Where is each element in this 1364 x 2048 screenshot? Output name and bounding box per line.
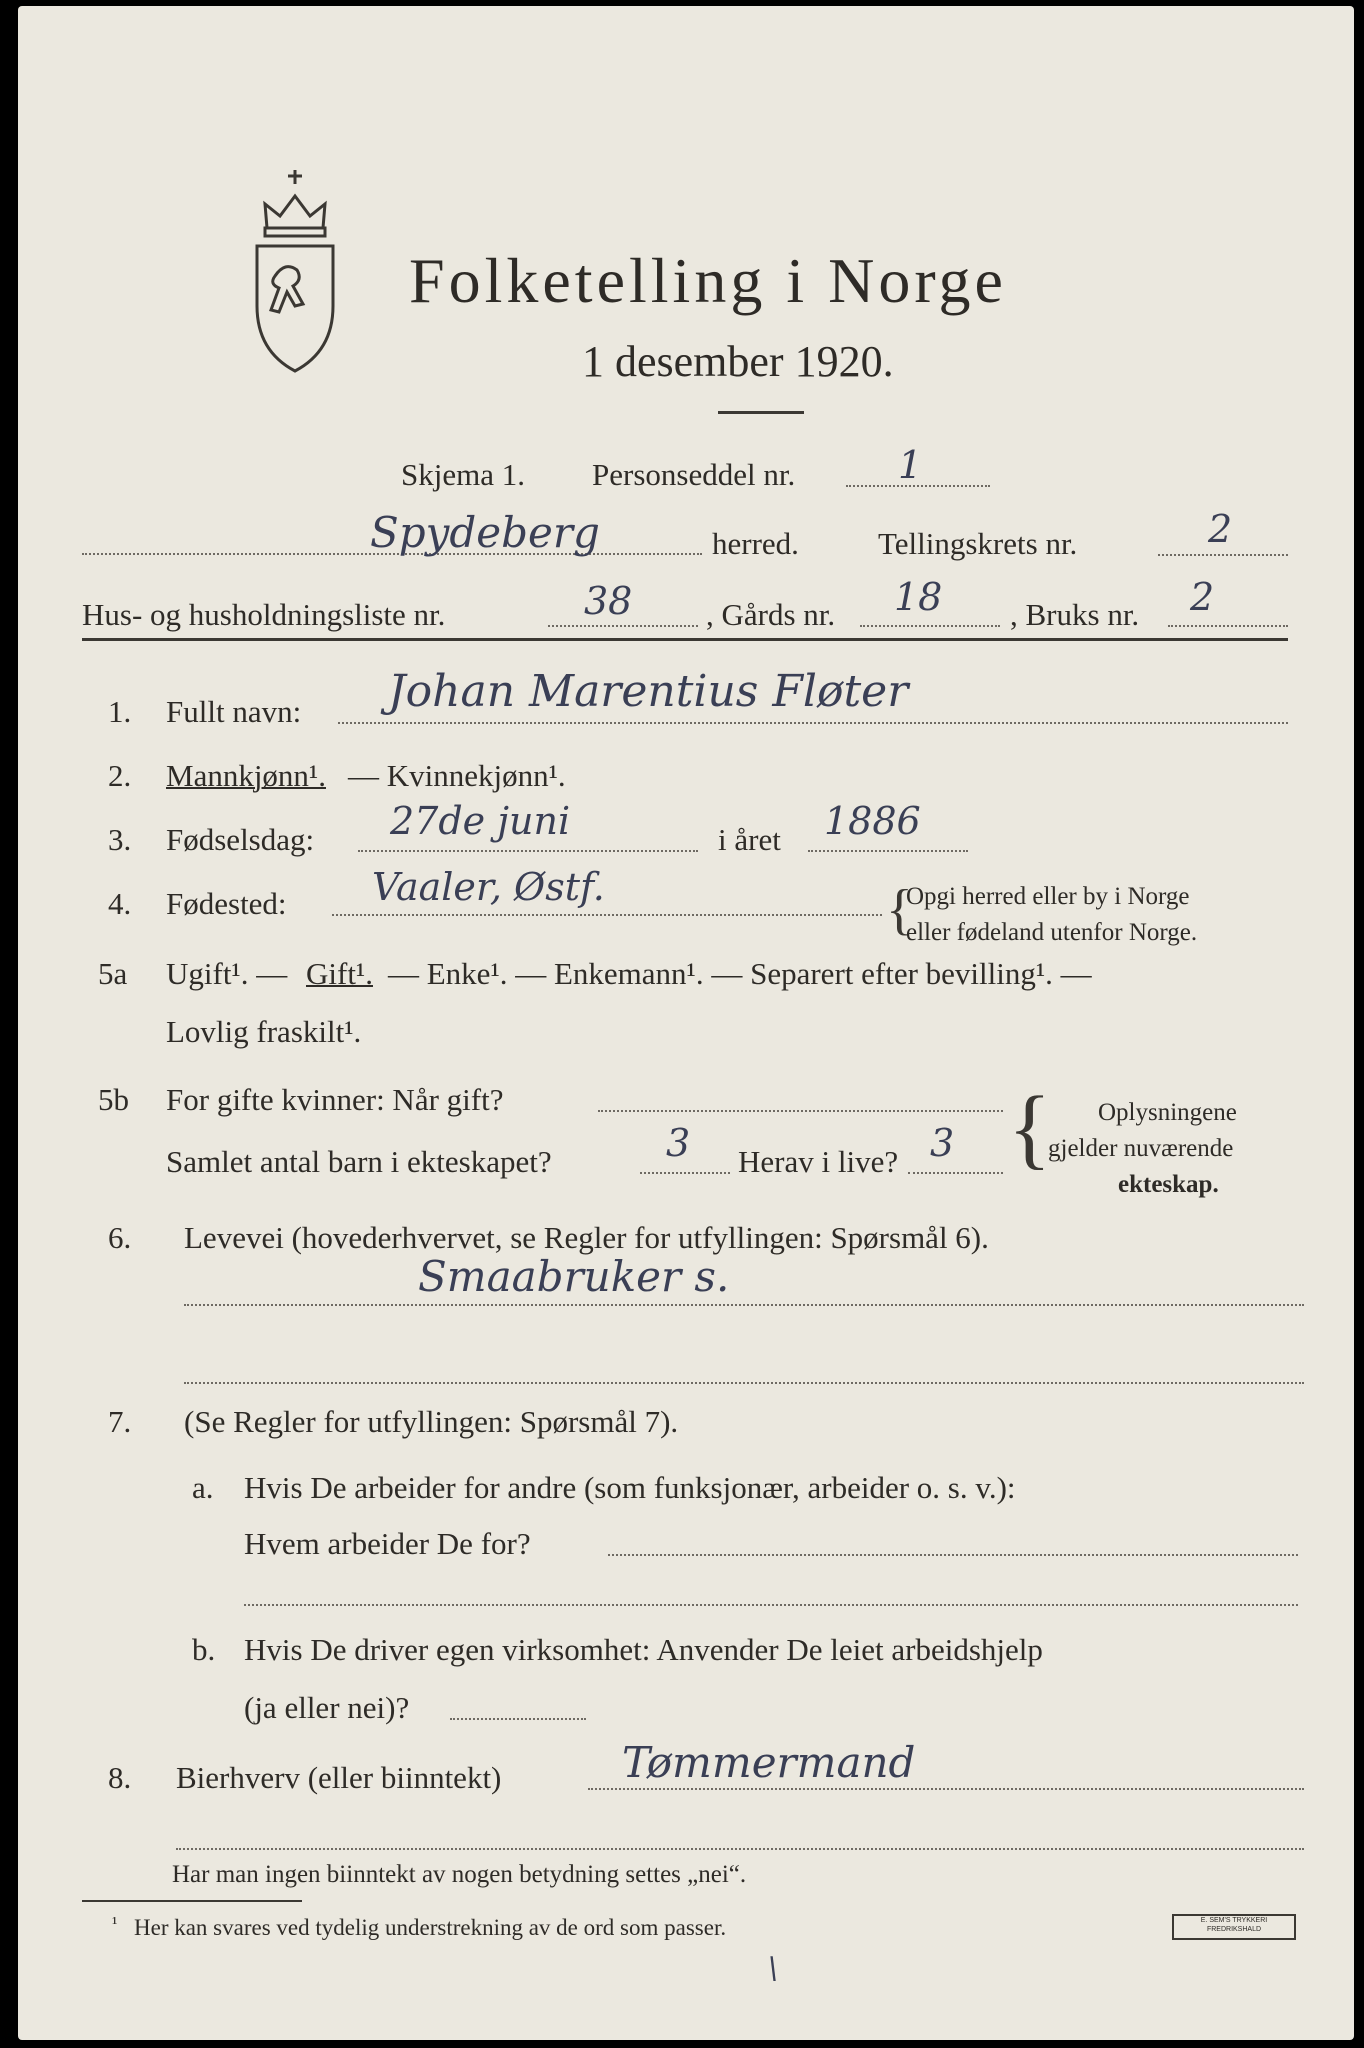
coat-of-arms-icon [245,166,345,376]
husliste-line [548,625,698,627]
husliste-label: Hus- og husholdningsliste nr. [82,597,446,632]
q8-line [588,1788,1304,1790]
title-divider [718,411,804,414]
q3-year-line [808,850,968,852]
q4-label: Fødested: [166,886,287,921]
tellingskrets-line [1158,554,1288,556]
footnote-mark: ¹ [112,1913,118,1933]
skjema-label: Skjema 1. [401,457,525,492]
q2-rest: — Kvinnekjønn¹. [348,758,566,793]
q7b-line [450,1718,586,1720]
q6-number: 6. [108,1220,132,1255]
q5a-line2: Lovlig fraskilt¹. [166,1014,362,1049]
personseddel-value: 1 [898,443,923,487]
q3-year-label: i året [718,822,781,857]
q3-label: Fødselsdag: [166,822,315,857]
footnote-text: Her kan svares ved tydelig understrekning av de ord som passer. [134,1915,727,1940]
q3-year-value: 1886 [824,799,921,843]
q5a-ugift: Ugift¹. — [166,956,288,991]
q8-value: Tømmermand [622,1738,916,1787]
bruks-label: , Bruks nr. [1010,597,1140,632]
q4-number: 4. [108,886,132,921]
tellingskrets-label: Tellingskrets nr. [878,526,1078,561]
q2-male: Mannkjønn¹. [166,758,326,793]
printer-stamp: E. SEM'S TRYKKERI FREDRIKSHALD [1172,1914,1296,1940]
q1-value: Johan Marentius Fløter [388,666,909,717]
q5b-note-1: Oplysningene [1098,1099,1237,1126]
q7-label: (Se Regler for utfyllingen: Spørsmål 7). [184,1404,679,1439]
q5b-live-line [908,1172,1003,1174]
gards-label: , Gårds nr. [706,597,836,632]
q5b-number: 5b [98,1082,129,1117]
q8-line-2 [176,1848,1304,1850]
q4-note-2: eller fødeland utenfor Norge. [906,919,1198,946]
q1-label: Fullt navn: [166,694,302,729]
q5b-live-label: Herav i live? [738,1144,899,1179]
tellingskrets-value: 2 [1208,507,1233,551]
form-title: Folketelling i Norge [409,245,1007,316]
footnote-divider [82,1900,302,1902]
q8-label: Bierhverv (eller biinntekt) [176,1760,502,1795]
bruks-line [1168,625,1288,627]
q5a-number: 5a [98,956,128,991]
bruks-value: 2 [1190,575,1215,619]
q6-line-1 [184,1304,1304,1306]
q5b-gift-line [598,1110,1003,1112]
herred-label: herred. [712,526,799,561]
q3-value: 27de juni [390,799,571,843]
q7a-line [608,1554,1298,1556]
gards-value: 18 [894,575,943,619]
q6-line-2 [184,1382,1304,1384]
q5b-brace: { [1008,1079,1052,1178]
q8-number: 8. [108,1760,132,1795]
q5b-barn-label: Samlet antal barn i ekteskapet? [166,1144,552,1179]
q5b-line1: For gifte kvinner: Når gift? [166,1082,504,1117]
q6-value: Smaabruker s. [418,1252,730,1301]
q1-line [338,722,1288,724]
q7b-line1: Hvis De driver egen virksomhet: Anvender De leiet arbeidshjelp [244,1632,1043,1667]
q4-note-1: Opgi herred eller by i Norge [906,883,1190,910]
census-form [18,6,1354,2040]
ink-mark: \ [768,1951,779,1986]
q5a-gift: Gift¹. [306,956,373,991]
q7b-line2: (ja eller nei)? [244,1690,410,1725]
q5b-barn-line [640,1172,730,1174]
husliste-value: 38 [584,579,633,623]
q4-line [332,914,882,916]
q5b-note-3: ekteskap. [1118,1171,1219,1198]
q4-value: Vaaler, Østf. [372,865,605,909]
q5a-rest: — Enke¹. — Enkemann¹. — Separert efter bevilling¹. — [388,956,1092,991]
q4-brace: { [886,879,913,941]
herred-value: Spydeberg [370,508,600,557]
header-divider [82,638,1288,641]
q7b-number: b. [192,1632,216,1667]
q7a-line-2 [244,1604,1298,1606]
q5b-barn-value: 3 [666,1121,691,1165]
q6-label: Levevei (hovederhvervet, se Regler for utfyllingen: Spørsmål 6). [184,1220,989,1255]
q3-number: 3. [108,822,132,857]
personseddel-label: Personseddel nr. [592,457,796,492]
footer-note: Har man ingen biinntekt av nogen betydning settes „nei“. [172,1861,747,1888]
q5b-note-2: gjelder nuværende [1048,1135,1234,1162]
q7a-line1: Hvis De arbeider for andre (som funksjonær, arbeider o. s. v.): [244,1470,1016,1505]
q5b-live-value: 3 [930,1121,955,1165]
q7a-letter: a. [192,1470,214,1505]
gards-line [860,625,1000,627]
census-date: 1 desember 1920. [582,337,894,386]
q7-number: 7. [108,1404,132,1439]
q7a-line2: Hvem arbeider De for? [244,1526,531,1561]
q3-line [358,850,698,852]
q1-number: 1. [108,694,132,729]
q2-number: 2. [108,758,132,793]
